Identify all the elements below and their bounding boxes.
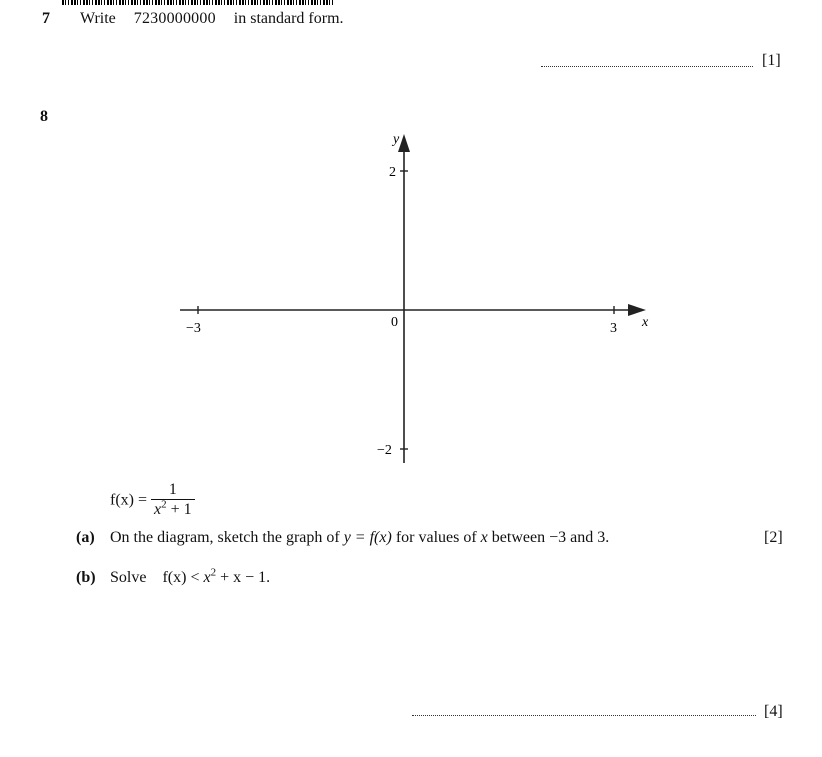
part-a-marks: [2]: [764, 529, 783, 546]
question-8-number: 8: [40, 108, 48, 125]
part-b-exponent: 2: [210, 566, 217, 579]
function-denominator: [151, 500, 195, 520]
part-a-text: [110, 529, 609, 547]
part-b-label: (b): [76, 569, 96, 586]
part-b-marks: [4]: [764, 703, 783, 720]
x-axis-label: x: [642, 315, 649, 330]
denominator-base: x: [154, 501, 162, 518]
part-b-answer-line[interactable]: [412, 715, 756, 716]
part-a-var: x: [480, 529, 488, 546]
part-b-rest: + x − 1.: [220, 569, 271, 586]
y-axis-label: y: [393, 132, 400, 147]
x-tick-label-neg3: −3: [186, 321, 201, 336]
part-a-label: (a): [76, 529, 95, 546]
part-b-lhs: f(x) <: [162, 569, 200, 586]
part-b-base: x: [203, 569, 211, 586]
x-tick-label-3: 3: [610, 321, 617, 336]
part-a-text-2: for values of: [395, 529, 477, 546]
part-a-text-3: between −3 and 3.: [491, 529, 610, 546]
denominator-exponent: 2: [161, 498, 167, 511]
function-numerator: 1: [151, 481, 195, 500]
origin-label: 0: [391, 315, 398, 330]
question-7-value: 7230000000: [133, 10, 216, 27]
y-tick-label-neg2: −2: [377, 443, 392, 458]
question-7-suffix: in standard form.: [233, 10, 344, 27]
part-a-text-1: On the diagram, sketch the graph of: [110, 529, 340, 546]
part-b-word: Solve: [110, 569, 147, 586]
part-b-working-space[interactable]: [60, 600, 760, 700]
function-fraction: [151, 481, 195, 520]
function-lhs: f(x) =: [110, 491, 148, 509]
question-7-marks: [1]: [762, 52, 781, 69]
y-tick-label-2: 2: [389, 165, 396, 180]
question-7-prefix: Write: [80, 10, 116, 27]
denominator-rest: + 1: [170, 501, 192, 518]
function-definition: [110, 481, 195, 520]
y-axis-arrow: [398, 134, 410, 152]
question-7-number: 7: [42, 10, 50, 27]
part-a-math: y = f(x): [343, 529, 392, 546]
part-b-text: [110, 566, 271, 587]
